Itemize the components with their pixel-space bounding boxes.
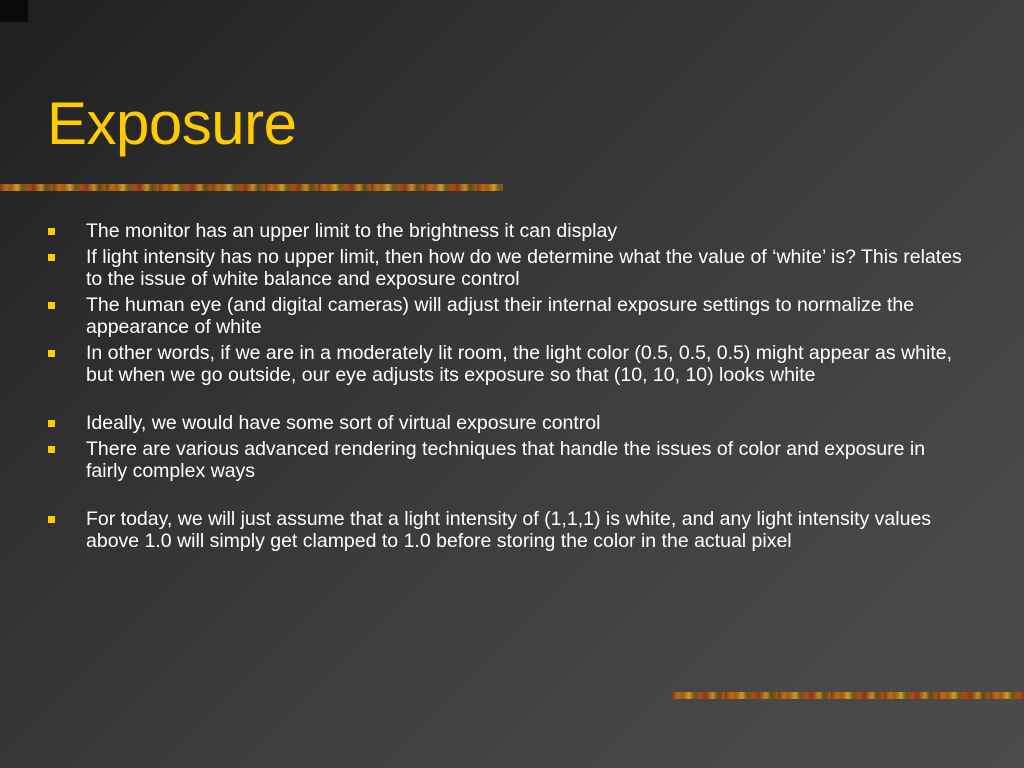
bullet-text: The monitor has an upper limit to the brightness it can display [86,220,618,242]
bullet-text: In other words, if we are in a moderately lit room, the light color (0.5, 0.5, 0.5) might appear as white, but when we go outside, our eye adjusts its exposure so that (10, 10, 10) looks white [86,342,952,386]
footer-divider [672,692,1024,699]
bullet-text: The human eye (and digital cameras) will adjust their internal exposure settings to normalize the appearance of white [86,294,915,338]
square-bullet-icon [48,254,55,261]
bullet-text: Ideally, we would have some sort of virtual exposure control [86,412,601,434]
square-bullet-icon [48,302,55,309]
title-divider [0,184,503,191]
square-bullet-icon [48,420,55,427]
bullet-item [48,508,968,552]
bullet-item [48,342,968,386]
bullet-text: There are various advanced rendering techniques that handle the issues of color and exposure in fairly complex ways [86,438,926,482]
bullet-item [48,294,968,338]
bullet-item [48,438,968,482]
square-bullet-icon [48,516,55,523]
bullet-list [48,220,968,556]
bullet-item [48,220,968,242]
slide-title: Exposure [47,90,297,157]
bullet-item [48,412,968,434]
square-bullet-icon [48,446,55,453]
bullet-item [48,246,968,290]
square-bullet-icon [48,350,55,357]
corner-mark [0,0,28,22]
bullet-text: If light intensity has no upper limit, then how do we determine what the value of ‘white’ is? This relates to the issue of white balance and exposure control [86,246,962,290]
bullet-text: For today, we will just assume that a light intensity of (1,1,1) is white, and any light intensity values above 1.0 will simply get clamped to 1.0 before storing the color in the actual pixel [86,508,932,552]
square-bullet-icon [48,228,55,235]
